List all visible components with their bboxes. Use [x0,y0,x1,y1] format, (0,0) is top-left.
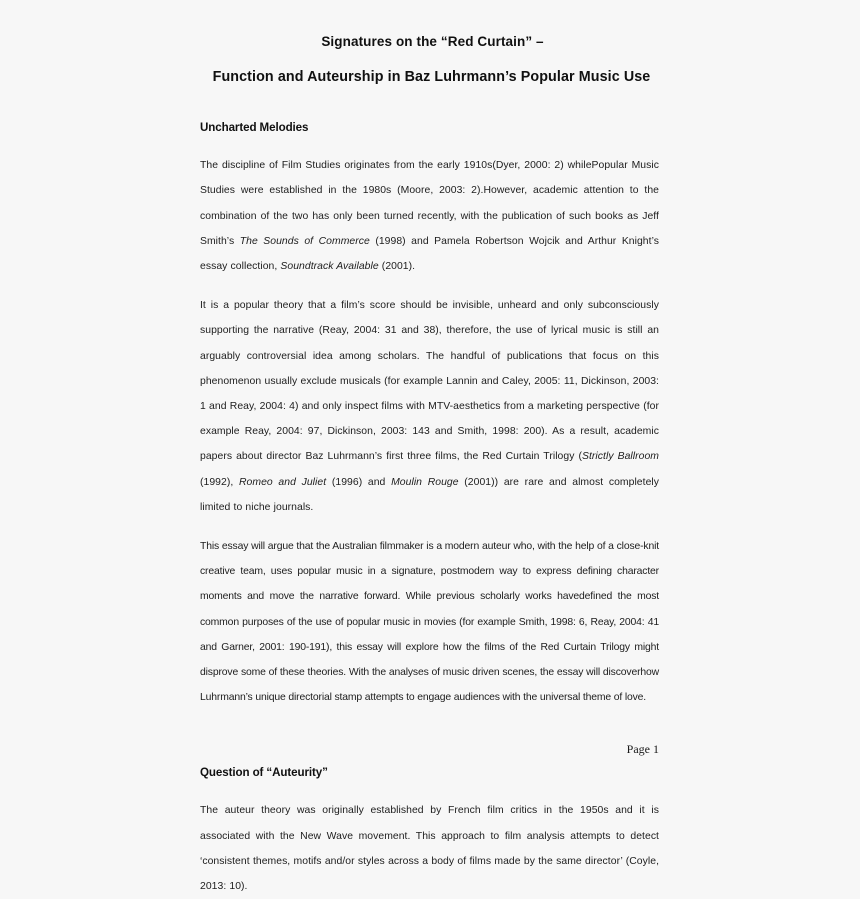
italic-title: Soundtrack Available [280,260,379,272]
paragraph-essay-argument: This essay will argue that the Australian filmmaker is a modern auteur who, with the help of a close-knit creative team, uses popular music in a signature, postmodern way to express defining character moments and move the narrative forward. While previous scholarly works havedefined the most common purposes of the use of popular music in movies (for example Smith, 1998: 6, Reay, 2004: 41 and Garner, 2001: 190-191), this essay will explore how the films of the Red Curtain Trilogy might disprove some of these theories. With the analyses of music driven scenes, the essay will discoverhow Luhrmann’s unique directorial stamp attempts to engage audiences with the universal theme of love. [200,541,659,704]
page-footer: Page 1 [626,742,659,756]
section-spacer [200,710,659,766]
italic-title: The Sounds of Commerce [239,235,370,247]
document-title [200,35,659,85]
section-heading-question-of-auteurity: Question of “Auteurity” [200,766,328,780]
paragraph-discipline-film-studies: The discipline of Film Studies originates from the early 1910s(Dyer, 2000: 2) whilePopular Music Studies were established in the 1980s (Moore, 2003: 2).However, academic attention to the combination of the two has only been turned recently, with the publication of such books as Jeff Smith’s The Sounds of Commerce (1998) and Pamela Robertson Wojcik and Arthur Knight’s essay collection, Soundtrack Available (2001). [200,160,659,272]
italic-title: Strictly Ballroom [582,451,660,463]
italic-title: Romeo and Juliet [238,476,327,488]
italic-title: Moulin Rouge [391,476,459,488]
document-content [200,0,659,899]
section-heading-uncharted-melodies: Uncharted Melodies [200,121,309,135]
paragraph-popular-theory-score: It is a popular theory that a film’s score should be invisible, unheard and only subconsciously supporting the narrative (Reay, 2004: 31 and 38), therefore, the use of lyrical music is still an arguably controversial idea among scholars. The handful of publications that focus on this phenomenon usually exclude musicals (for example Lannin and Caley, 2005: 11, Dickinson, 2003: 1 and Reay, 2004: 4) and only inspect films with MTV-aesthetics from a marketing perspective (for example Reay, 2004: 97, Dickinson, 2003: 143 and Smith, 1998: 200). As a result, academic papers about director Baz Luhrmann’s first three films, the Red Curtain Trilogy (Strictly Ballroom (1992), Romeo and Juliet (1996) and Moulin Rouge (2001)) are rare and almost completely limited to niche journals. [200,300,660,513]
title-line-2: Function and Auteurship in Baz Luhrmann’s Popular Music Use [212,69,651,86]
paragraph-auteur-theory: The auteur theory was originally established by French film critics in the 1950s and it is associated with the New Wave movement. This approach to film analysis attempts to detect ‘consistent themes, motifs and/or styles across a body of films made by the same director’ (Coyle, 2013: 10). [200,805,659,893]
title-line-1: Signatures on the “Red Curtain” – [321,34,544,49]
